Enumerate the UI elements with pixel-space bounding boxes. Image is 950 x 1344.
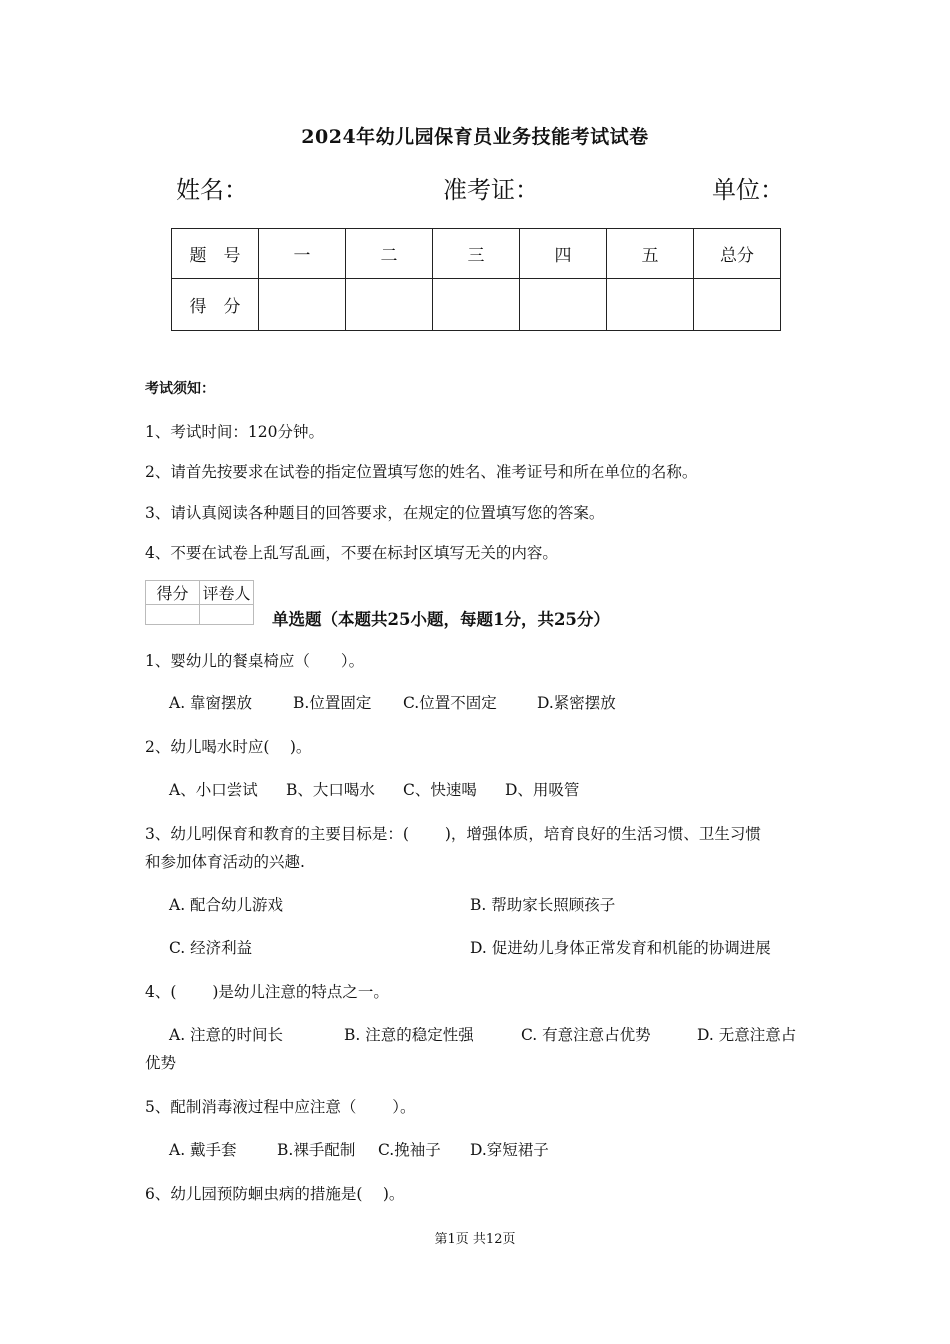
score-cell-3[interactable]	[433, 279, 520, 331]
question-3-option-d[interactable]: D. 促进幼儿身体正常发育和机能的协调进展	[470, 939, 771, 957]
page-title: 2024年幼儿园保育员业务技能考试试卷	[301, 126, 649, 148]
question-4-stem: 4、( )是幼儿注意的特点之一。	[145, 983, 389, 1001]
question-4-option-b[interactable]: B. 注意的稳定性强	[344, 1026, 474, 1044]
score-cell-2[interactable]	[346, 279, 433, 331]
score-table	[171, 228, 781, 331]
header-cell-2: 二	[346, 229, 433, 279]
score-table-header-row	[172, 229, 781, 279]
unit-label: 单位：	[712, 176, 784, 204]
notice-item-2: 2、请首先按要求在试卷的指定位置填写您的姓名、准考证号和所在单位的名称。	[145, 463, 698, 481]
score-row-label: 得 分	[172, 279, 259, 331]
question-2-option-b[interactable]: B、大口喝水	[286, 781, 375, 799]
question-3-option-b[interactable]: B. 帮助家长照顾孩子	[470, 896, 616, 914]
question-2-stem: 2、幼儿喝水时应( )。	[145, 738, 312, 756]
question-2-option-d[interactable]: D、用吸管	[505, 781, 580, 799]
grader-box	[145, 580, 254, 625]
question-4-option-c[interactable]: C. 有意注意占优势	[521, 1026, 651, 1044]
grader-score-label: 得分	[146, 581, 200, 605]
question-5-option-a[interactable]: A. 戴手套	[169, 1141, 237, 1159]
question-1-stem: 1、婴幼儿的餐桌椅应（ ）。	[145, 652, 365, 670]
header-cell-label: 题 号	[172, 229, 259, 279]
name-label: 姓名：	[176, 176, 248, 204]
question-6-stem: 6、幼儿园预防蛔虫病的措施是( )。	[145, 1185, 405, 1203]
score-cell-5[interactable]	[607, 279, 694, 331]
question-2-option-c[interactable]: C、快速喝	[403, 781, 477, 799]
header-cell-total: 总分	[694, 229, 781, 279]
question-4-option-a[interactable]: A. 注意的时间长	[169, 1026, 284, 1044]
question-3-option-c[interactable]: C. 经济利益	[169, 939, 253, 957]
section-title: 单选题（本题共25小题，每题1分，共25分）	[272, 610, 610, 629]
question-5-option-b[interactable]: B.裸手配制	[277, 1141, 356, 1159]
header-cell-4: 四	[520, 229, 607, 279]
notice-heading: 考试须知：	[145, 381, 215, 397]
question-5-option-d[interactable]: D.穿短裙子	[470, 1141, 549, 1159]
score-table-score-row	[172, 279, 781, 331]
question-1-option-b[interactable]: B.位置固定	[293, 694, 372, 712]
notice-item-4: 4、不要在试卷上乱写乱画，不要在标封区填写无关的内容。	[145, 544, 558, 562]
page-footer: 第1页 共12页	[434, 1232, 516, 1247]
question-2-option-a[interactable]: A、小口尝试	[169, 781, 258, 799]
question-1-option-a[interactable]: A. 靠窗摆放	[169, 694, 253, 712]
question-3-stem-line-2: 和参加体育活动的兴趣.	[145, 853, 305, 871]
question-5-option-c[interactable]: C.挽袖子	[378, 1141, 441, 1159]
header-cell-1: 一	[259, 229, 346, 279]
score-cell-4[interactable]	[520, 279, 607, 331]
question-4-option-d[interactable]: D. 无意注意占	[697, 1026, 797, 1044]
question-3-stem-line-1: 3、幼儿吲保育和教育的主要目标是：( )，增强体质，培育良好的生活习惯、卫生习惯	[145, 825, 761, 843]
question-4-option-d-wrap: 优势	[145, 1054, 177, 1072]
exam-id-label: 准考证：	[443, 176, 539, 204]
question-1-option-c[interactable]: C.位置不固定	[403, 694, 497, 712]
grader-name-cell[interactable]	[200, 605, 254, 625]
question-1-option-d[interactable]: D.紧密摆放	[537, 694, 616, 712]
header-cell-3: 三	[433, 229, 520, 279]
question-5-stem: 5、配制消毒液过程中应注意（ ）。	[145, 1098, 416, 1116]
notice-item-3: 3、请认真阅读各种题目的回答要求，在规定的位置填写您的答案。	[145, 504, 605, 522]
question-3-option-a[interactable]: A. 配合幼儿游戏	[169, 896, 284, 914]
score-cell-1[interactable]	[259, 279, 346, 331]
score-cell-total[interactable]	[694, 279, 781, 331]
grader-score-cell[interactable]	[146, 605, 200, 625]
grader-name-label: 评卷人	[200, 581, 254, 605]
header-cell-5: 五	[607, 229, 694, 279]
notice-item-1: 1、考试时间：120分钟。	[145, 423, 324, 441]
